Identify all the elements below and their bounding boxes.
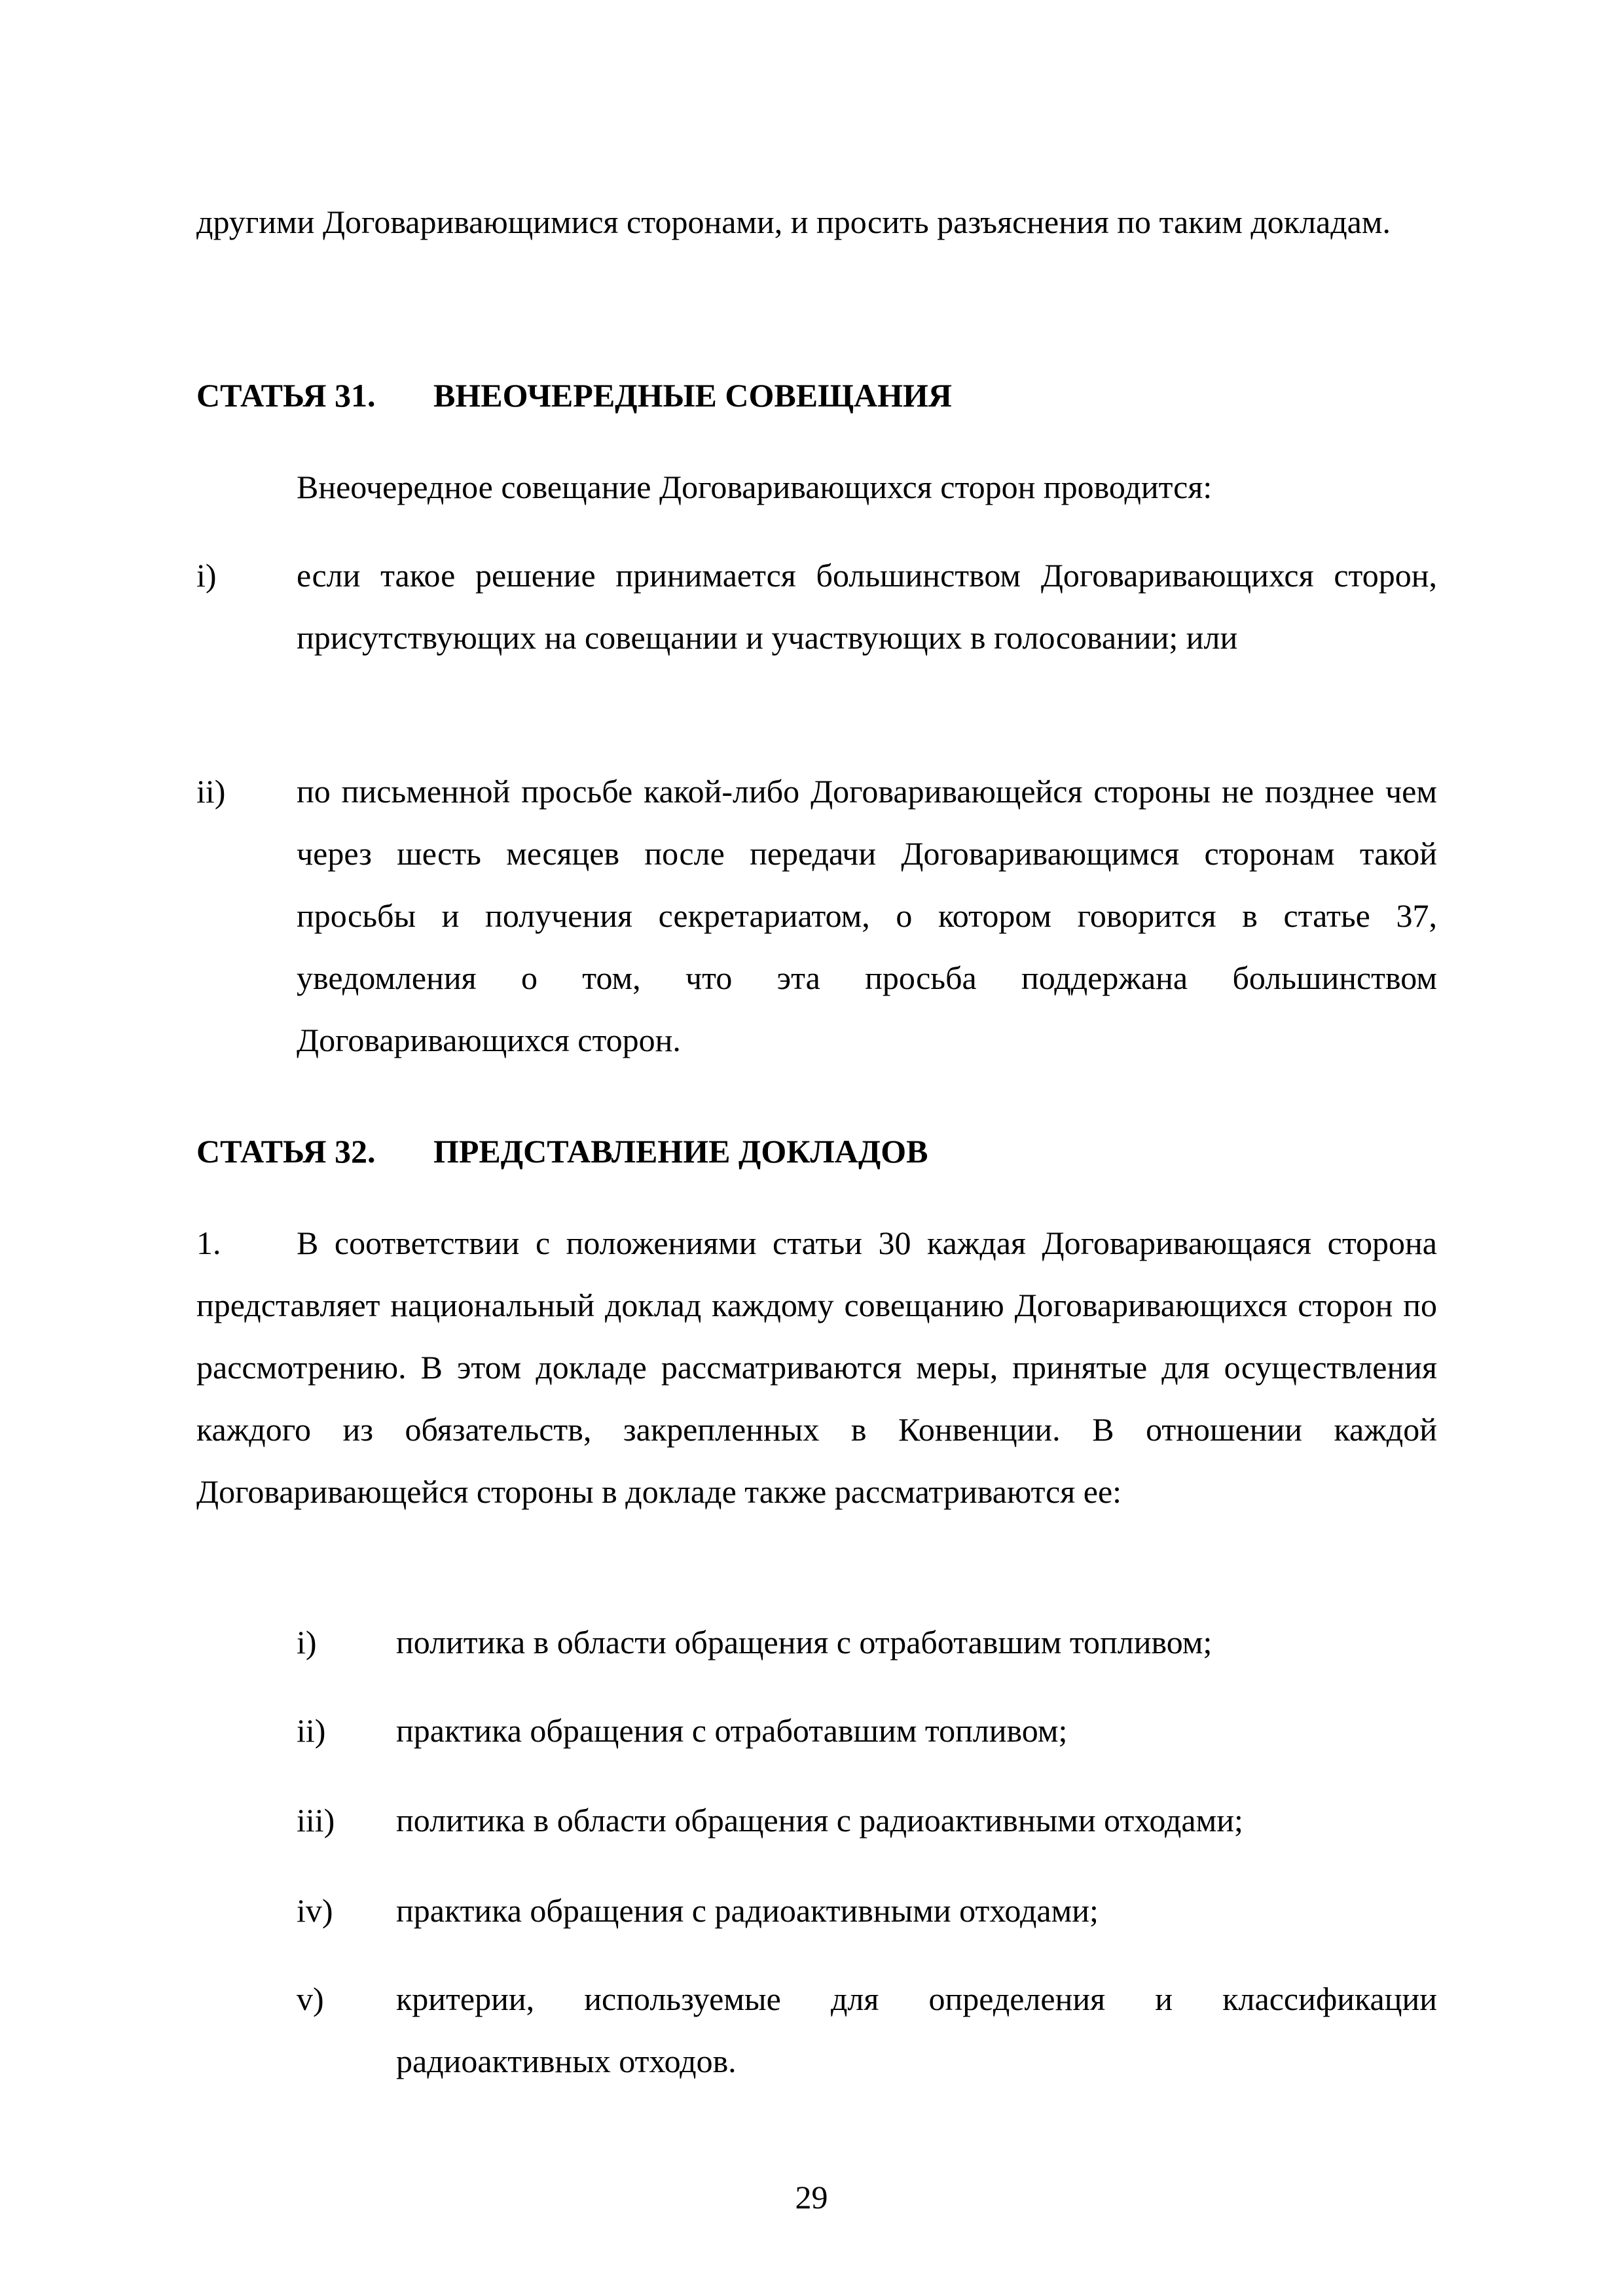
article-32-subitem	[297, 1789, 1437, 1852]
subitem-text: практика обращения с отработавшим топливом;	[396, 1712, 1068, 1749]
article-32-subitem	[297, 1611, 1437, 1674]
subitem-text: политика в области обращения с отработавшим топливом;	[396, 1624, 1213, 1660]
article-31-item	[196, 545, 1437, 669]
article-32-number: СТАТЬЯ 32.	[196, 1133, 376, 1170]
article-32-subitem	[297, 1880, 1437, 1942]
paragraph-number: 1.	[196, 1225, 221, 1261]
article-32-title: ПРЕДСТАВЛЕНИЕ ДОКЛАДОВ	[433, 1133, 928, 1170]
continuation-paragraph	[196, 191, 1437, 253]
subitem-marker: iv)	[297, 1892, 333, 1929]
article-32-paragraph-1	[196, 1212, 1437, 1523]
item-marker: ii)	[196, 773, 226, 810]
article-32-heading	[196, 1121, 928, 1183]
item-marker: i)	[196, 557, 217, 594]
article-32-subitem	[297, 1700, 1437, 1762]
subitem-marker: ii)	[297, 1712, 326, 1749]
subitem-text: критерии, используемые для определения и классификации радиоактивных отходов.	[396, 1981, 1437, 2079]
item-text: по письменной просьбе какой-либо Договаривающейся стороны не позднее чем через шесть месяцев после передачи Договаривающимся сторонам такой просьбы и получения секретариатом, о котором говорится в статье 37, уведомления о том, что эта просьба поддержана большинством Договаривающихся сторон.	[297, 773, 1437, 1058]
article-31-title: ВНЕОЧЕРЕДНЫЕ СОВЕЩАНИЯ	[433, 377, 953, 414]
article-31-intro: Внеочередное совещание Договаривающихся сторон проводится:	[297, 469, 1213, 505]
article-31-heading	[196, 365, 952, 427]
subitem-text: практика обращения с радиоактивными отходами;	[396, 1892, 1099, 1929]
subitem-marker: iii)	[297, 1802, 335, 1839]
item-text: если такое решение принимается большинством Договаривающихся сторон, присутствующих на совещании и участвующих в голосовании; или	[297, 557, 1437, 656]
page-number: 29	[795, 2179, 828, 2215]
continuation-text: другими Договаривающимися сторонами, и просить разъяснения по таким докладам.	[196, 204, 1391, 240]
subitem-text: политика в области обращения с радиоактивными отходами;	[396, 1802, 1243, 1839]
subitem-marker: i)	[297, 1624, 317, 1660]
article-31-item	[196, 761, 1437, 1071]
article-31-number: СТАТЬЯ 31.	[196, 377, 376, 414]
paragraph-text: В соответствии с положениями статьи 30 каждая Договаривающаяся сторона представляет национальный доклад каждому совещанию Договаривающихся сторон по рассмотрению. В этом докладе рассматриваются меры, принятые для осуществления каждого из обязательств, закрепленных в Конвенции. В отношении каждой Договаривающейся стороны в докладе также рассматриваются ее:	[196, 1225, 1437, 1510]
subitem-marker: v)	[297, 1981, 324, 2017]
article-32-subitem	[297, 1968, 1437, 2092]
